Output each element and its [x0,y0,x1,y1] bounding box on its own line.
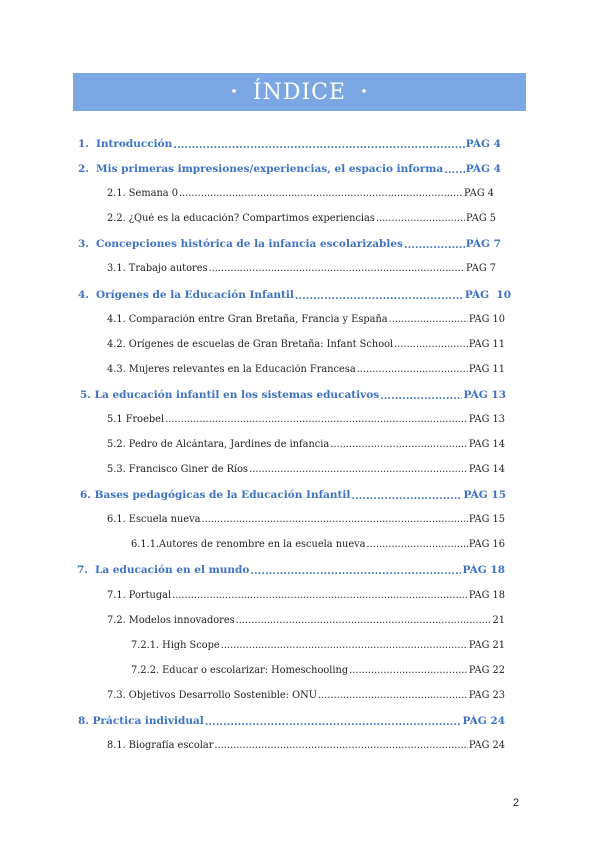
page-number: 2 [513,797,520,809]
toc-entry[interactable] [107,188,494,199]
toc-entry-title: Orígenes de la Educación Infantil [95,289,294,301]
toc-entry[interactable] [78,163,501,175]
toc-leader-dots [201,515,467,525]
toc-entry[interactable] [107,263,496,274]
toc-leader-dots [214,741,467,751]
toc-entry-number: 7. [77,564,88,576]
toc-entry-number: 1. [78,138,89,150]
toc-leader-dots [173,140,464,151]
toc-entry[interactable] [107,514,505,525]
toc-entry[interactable] [80,389,506,401]
toc-entry-page: PÁG 10 [464,289,511,301]
toc-leader-dots [380,391,462,402]
toc-entry-title: 4.3. Mujeres relevantes en la Educación Francesa [107,364,356,375]
toc-leader-dots [249,465,468,475]
toc-entry[interactable] [107,213,496,224]
toc-entry-title: La educación en el mundo [94,564,250,576]
toc-entry-title: 7.2.1. High Scope [131,640,220,651]
toc-leader-dots [205,717,462,728]
toc-leader-dots [376,214,465,224]
toc-leader-dots [221,641,468,651]
toc-entry[interactable] [78,138,501,150]
toc-entry-page: PÁG 4 [465,138,501,150]
toc-leader-dots [404,240,465,251]
toc-leader-dots [179,189,463,199]
index-title: ÍNDICE [252,79,347,105]
toc-entry-page: PÁG 13 [468,414,505,425]
toc-entry-number: 3. [78,238,89,250]
toc-entry-page: PÁG 14 [468,439,505,450]
toc-leader-dots [165,415,468,425]
toc-entry[interactable] [107,364,505,375]
toc-entry[interactable] [78,289,511,301]
toc-entry[interactable] [107,740,505,751]
toc-entry-page: PÁG 11 [468,364,505,375]
toc-entry-title: 4.1. Comparación entre Gran Bretaña, Francia y España [107,314,388,325]
toc-entry-page: PÁG 14 [468,464,505,475]
toc-entry-page: PÁG 15 [468,514,505,525]
index-title-banner [73,73,526,111]
toc-entry-number: 2. [78,163,89,175]
toc-entry-number: 4. [78,289,89,301]
toc-entry-title: 7.1. Portugal [107,590,172,601]
toc-entry[interactable] [107,690,505,701]
toc-entry[interactable] [80,489,506,501]
toc-entry-title: 2.2. ¿Qué es la educación? Compartimos experiencias [107,213,375,224]
bullet-left: • [230,84,239,100]
toc-entry-page: 21 [492,615,505,626]
toc-entry-title: 6.1. Escuela nueva [107,514,201,525]
bullet-right: • [360,84,369,100]
toc-leader-dots [394,340,468,350]
toc-leader-dots [330,440,468,450]
toc-entry[interactable] [107,590,505,601]
toc-entry-page: PÁG 18 [462,564,505,576]
toc-entry-title: 6. Bases pedagógicas de la Educación Infantil [80,489,351,501]
toc-entry-title: 8. Práctica individual [78,715,204,727]
toc-entry[interactable] [107,339,505,350]
toc-entry[interactable] [131,539,505,550]
toc-entry-title: 5. La educación infantil en los sistemas educativos [80,389,380,401]
toc-leader-dots [367,540,468,550]
toc-entry[interactable] [131,640,505,651]
toc-entry-title: 5.2. Pedro de Alcántara, Jardines de infancia [107,439,330,450]
toc-leader-dots [318,691,468,701]
toc-entry-page: PÁG 18 [468,590,505,601]
toc-entry[interactable] [78,238,501,250]
toc-leader-dots [389,315,468,325]
toc-entry-page: PÁG 21 [468,640,505,651]
toc-entry[interactable] [107,314,505,325]
toc-entry-page: PÁG 24 [462,715,505,727]
toc-entry-page: PÁG 7 [465,238,501,250]
toc-entry-title: Mis primeras impresiones/experiencias, el espacio informa [95,163,444,175]
toc-entry-title: 6.1.1.Autores de renombre en la escuela nueva [131,539,366,550]
toc-entry-page: PÁG 7 [466,263,496,274]
toc-entry-page: PÁG 15 [463,489,506,501]
toc-entry-page: PÁG 13 [463,389,506,401]
toc-entry[interactable] [107,615,505,626]
toc-entry[interactable] [107,439,505,450]
toc-entry-title: 5.3. Francisco Giner de Ríos [107,464,249,475]
toc-entry-title: 7.3. Objetivos Desarrollo Sostenible: ONU [107,690,317,701]
toc-entry-page: PÁG 16 [468,539,505,550]
toc-entry-title: 7.2. Modelos innovadores [107,615,235,626]
toc-entry-page: PÁG 4 [464,188,494,199]
toc-leader-dots [250,566,461,577]
toc-entry-page: PÁG 23 [468,690,505,701]
toc-entry-page: PÁG 10 [468,314,505,325]
toc-entry-title: 7.2.2. Educar o escolarizar: Homeschooling [131,665,349,676]
toc-entry-page: PÁG 11 [468,339,505,350]
toc-leader-dots [236,616,492,626]
toc-entry-page: PÁG 4 [465,163,501,175]
toc-entry-page: PÁG 5 [466,213,496,224]
toc-leader-dots [209,264,466,274]
toc-leader-dots [351,491,462,502]
toc-leader-dots [349,666,468,676]
toc-entry-page: PÁG 24 [468,740,505,751]
toc-entry-title: 8.1. Biografía escolar [107,740,214,751]
toc-entry-title: Introducción [95,138,173,150]
toc-entry-title: 2.1. Semana 0 [107,188,178,199]
toc-entry-title: 5.1 Froebel [107,414,165,425]
toc-leader-dots [357,365,468,375]
toc-entry[interactable] [107,464,505,475]
toc-entry-title: 3.1. Trabajo autores [107,263,208,274]
toc-entry[interactable] [131,665,505,676]
toc-leader-dots [295,291,464,302]
toc-entry-title: 4.2. Orígenes de escuelas de Gran Bretaña: Infant School [107,339,394,350]
toc-entry-title: Concepciones histórica de la infancia escolarizables [95,238,403,250]
toc-leader-dots [172,591,468,601]
toc-entry[interactable] [107,414,505,425]
toc-entry-page: PÁG 22 [468,665,505,676]
toc-entry[interactable] [77,564,505,576]
toc-leader-dots [444,165,465,176]
toc-entry[interactable] [78,715,505,727]
